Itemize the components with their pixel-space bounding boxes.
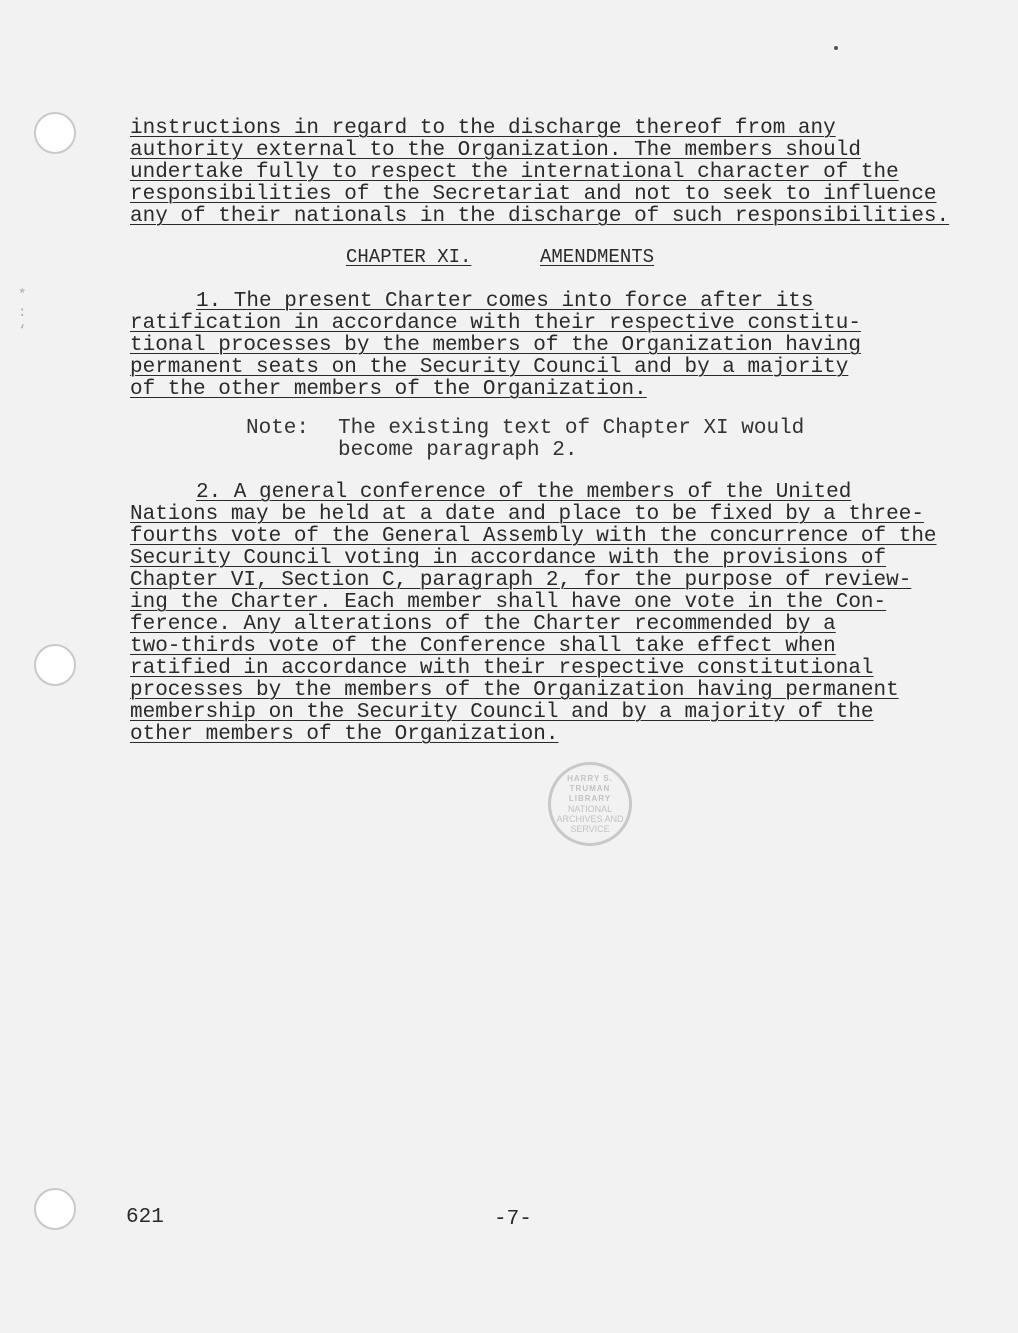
margin-mark: * : ‘ [18, 287, 27, 339]
chapter-title: AMENDMENTS [540, 246, 655, 268]
para2-line-8: two-thirds vote of the Conference shall take effect when [130, 635, 836, 658]
stamp-line-3: SERVICE [570, 824, 610, 834]
para1-line-4: permanent seats on the Security Council and by a majority [130, 356, 849, 379]
para2-line-1: 2. A general conference of the members of the United [196, 481, 852, 504]
intro-line-4: responsibilities of the Secretariat and not to seek to influence [130, 183, 937, 206]
punch-hole-bottom [34, 1188, 76, 1230]
para2-line-9: ratified in accordance with their respective constitutional [130, 657, 874, 680]
para2-line-6: ing the Charter. Each member shall have one vote in the Con- [130, 591, 887, 614]
para2-line-4: Security Council voting in accordance with the provisions of [130, 547, 887, 570]
page-number: -7- [494, 1208, 532, 1231]
stamp-line-2: ARCHIVES AND [556, 814, 624, 824]
punch-hole-middle [34, 644, 76, 686]
stamp-line-1: NATIONAL [567, 804, 613, 814]
para2-line-7: ference. Any alterations of the Charter recommended by a [130, 613, 836, 636]
para2-line-10: processes by the members of the Organization having permanent [130, 679, 899, 702]
note-line-1: The existing text of Chapter XI would [338, 417, 805, 440]
archive-stamp [548, 762, 632, 846]
para1-line-5: of the other members of the Organization. [130, 378, 647, 401]
intro-line-1: instructions in regard to the discharge thereof from any [130, 117, 836, 140]
intro-line-5: any of their nationals in the discharge of such responsibilities. [130, 205, 950, 228]
chapter-heading: CHAPTER XI. [346, 246, 472, 268]
intro-line-3: undertake fully to respect the international character of the [130, 161, 899, 184]
note-label: Note: [246, 417, 310, 440]
stamp-arc-text: HARRY S. TRUMAN LIBRARY [567, 774, 613, 803]
note-line-2: become paragraph 2. [338, 439, 578, 462]
para1-line-3: tional processes by the members of the Organization having [130, 334, 861, 357]
para2-line-3: fourths vote of the General Assembly with the concurrence of the [130, 525, 937, 548]
page-id: 621 [126, 1206, 164, 1229]
para2-line-11: membership on the Security Council and by a majority of the [130, 701, 874, 724]
para1-line-2: ratification in accordance with their respective constitu- [130, 312, 861, 335]
para1-line-1: 1. The present Charter comes into force after its [196, 290, 814, 313]
intro-line-2: authority external to the Organization. The members should [130, 139, 861, 162]
ink-dot [834, 46, 838, 50]
punch-hole-top [34, 112, 76, 154]
para2-line-2: Nations may be held at a date and place to be fixed by a three- [130, 503, 924, 526]
para2-line-12: other members of the Organization. [130, 723, 559, 746]
para2-line-5: Chapter VI, Section C, paragraph 2, for the purpose of review- [130, 569, 912, 592]
